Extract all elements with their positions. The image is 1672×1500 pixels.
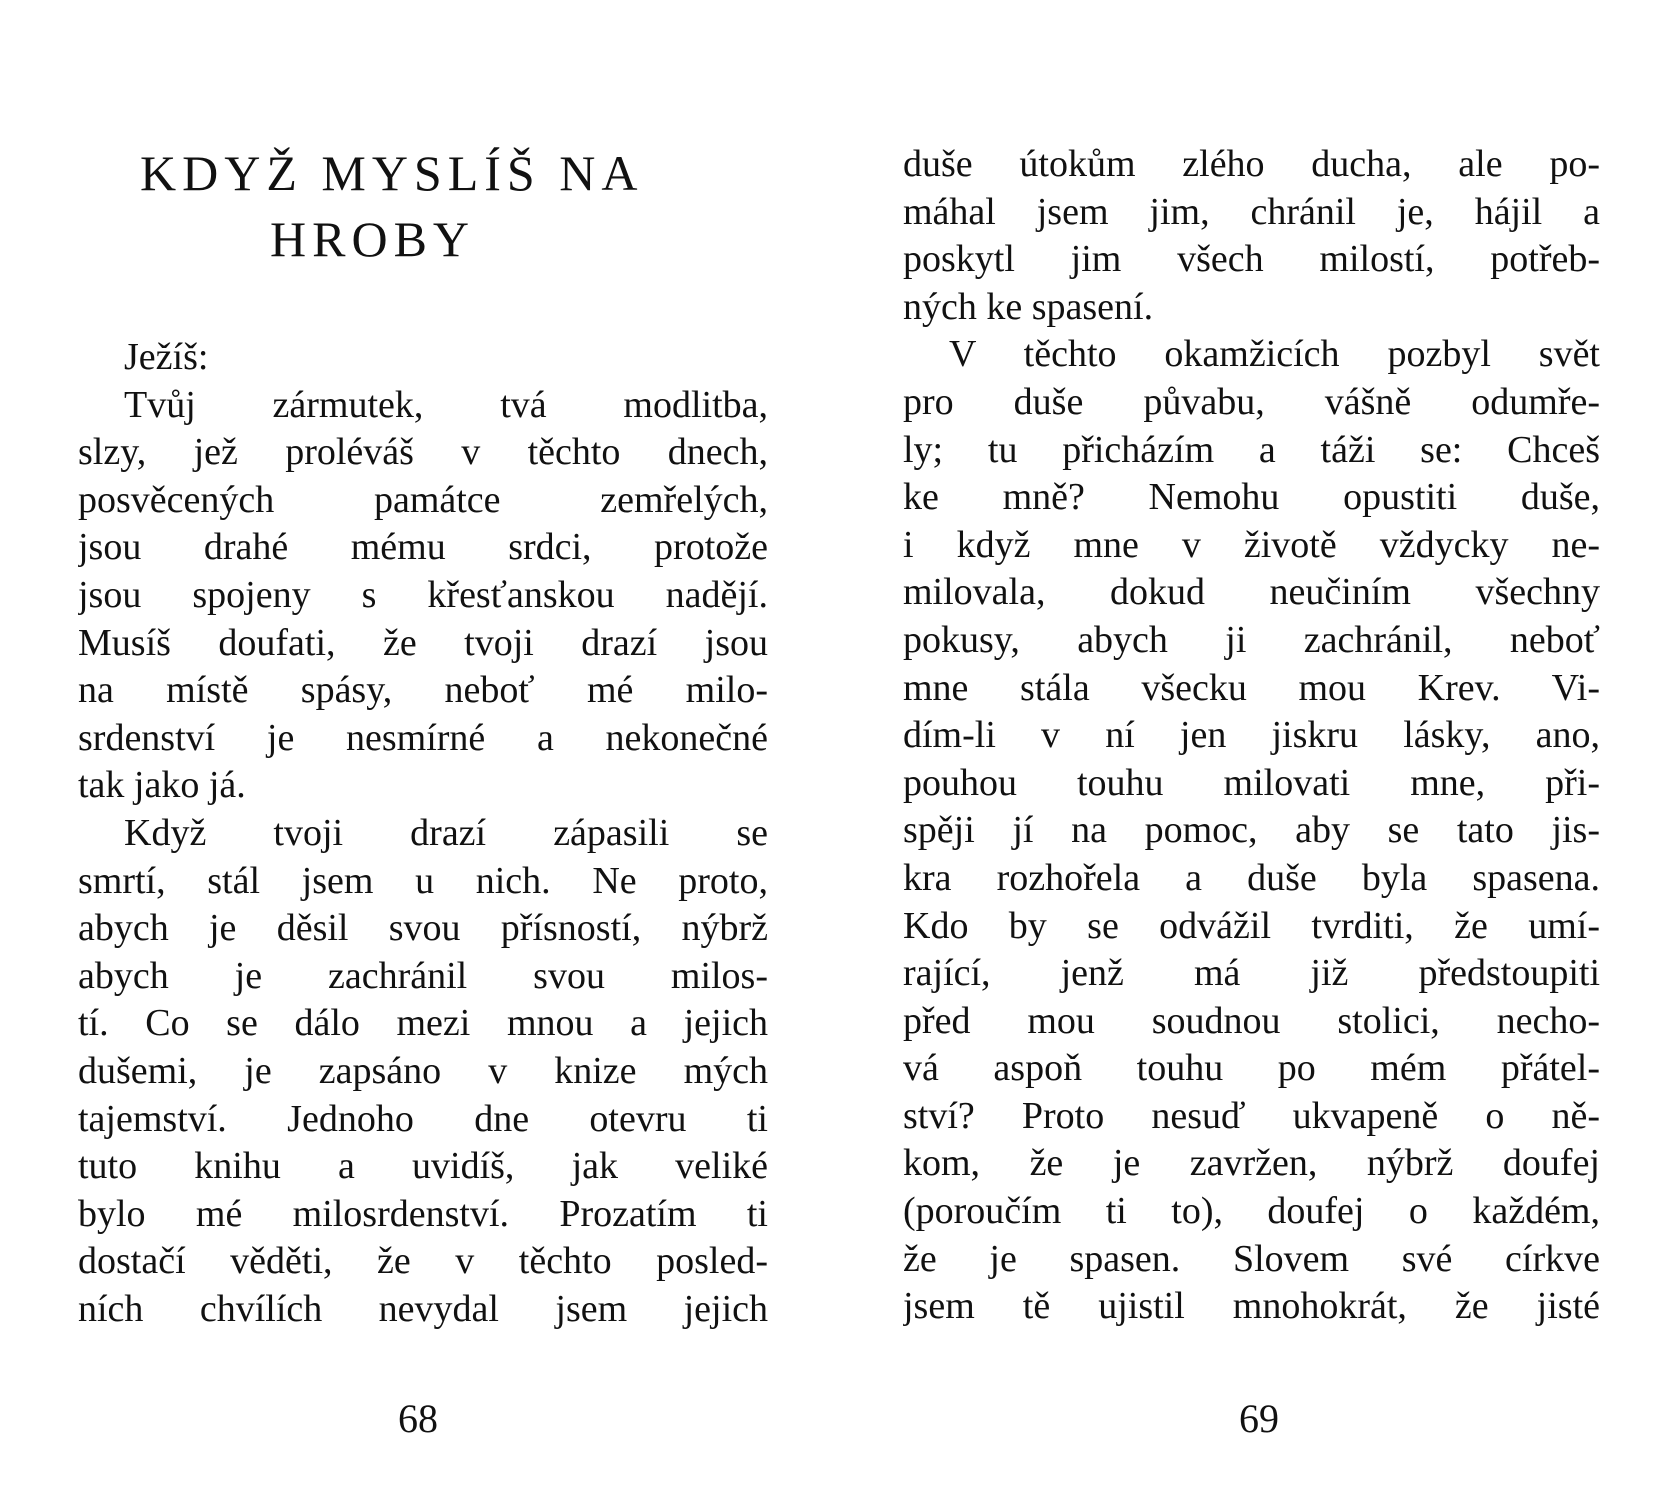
text-line: abych je děsil svou přísností, nýbrž	[78, 907, 768, 950]
text-line: milovala, dokud neučiním všechny	[903, 571, 1600, 614]
title-line: KDYŽ MYSLÍŠ NA	[140, 145, 644, 201]
right-page	[836, 0, 1672, 1500]
text-line: spěji jí na pomoc, aby se tato jis-	[903, 809, 1600, 852]
page-number: 68	[398, 1396, 438, 1441]
text-line: pokusy, abych ji zachránil, neboť	[903, 618, 1600, 661]
text-line: abych je zachránil svou milos-	[78, 954, 768, 997]
text-line: i když mne v životě vždycky ne-	[903, 523, 1600, 566]
text-line: dostačí věděti, že v těchto posled-	[78, 1240, 768, 1283]
speaker-label: Ježíš:	[124, 336, 209, 378]
text-line: kom, že je zavržen, nýbrž doufej	[903, 1142, 1600, 1185]
text-line: tuto knihu a uvidíš, jak veliké	[78, 1145, 768, 1188]
left-page-body	[78, 334, 768, 1333]
text-line: mne stála všecku mou Krev. Vi-	[903, 666, 1600, 709]
text-line: Kdo by se odvážil tvrditi, že umí-	[903, 904, 1600, 947]
text-line: duše útokům zlého ducha, ale po-	[903, 143, 1600, 185]
text-line: jsou spojeny s křesťanskou nadějí.	[78, 573, 768, 616]
text-line: ních chvílích nevydal jsem jejich	[78, 1287, 768, 1330]
text-line: smrtí, stál jsem u nich. Ne proto,	[78, 859, 768, 902]
text-line: vá aspoň touhu po mém přátel-	[903, 1047, 1600, 1090]
text-line: Musíš doufati, že tvoji drazí jsou	[78, 621, 768, 664]
text-line: posvěcených památce zemřelých,	[78, 478, 768, 521]
text-line: bylo mé milosrdenství. Prozatím ti	[78, 1192, 768, 1235]
text-line: máhal jsem jim, chránil je, hájil a	[903, 190, 1600, 233]
text-line: Když tvoji drazí zápasili se	[124, 811, 768, 854]
text-line: tí. Co se dálo mezi mnou a jejich	[78, 1002, 768, 1045]
text-line: tajemství. Jednoho dne otevru ti	[78, 1097, 768, 1140]
text-line: že je spasen. Slovem své církve	[903, 1237, 1600, 1280]
text-line: slzy, jež proléváš v těchto dnech,	[78, 431, 768, 474]
text-line: ke mně? Nemohu opustiti duše,	[903, 476, 1600, 519]
text-line: před mou soudnou stolici, necho-	[903, 999, 1600, 1042]
text-line: pouhou touhu milovati mne, při-	[903, 761, 1600, 804]
text-line: ných ke spasení.	[903, 285, 1154, 328]
text-line: na místě spásy, neboť mé milo-	[78, 669, 768, 712]
right-page-body	[903, 141, 1600, 1331]
text-line: dím-li v ní jen jiskru lásky, ano,	[903, 714, 1600, 757]
text-line: kra rozhořela a duše byla spasena.	[903, 856, 1600, 899]
text-line: rající, jenž má již předstoupiti	[903, 952, 1600, 995]
title-line: HROBY	[270, 211, 476, 267]
text-line: tak jako já.	[78, 764, 246, 807]
text-line: jsem tě ujistil mnohokrát, že jisté	[903, 1285, 1600, 1328]
chapter-title	[140, 140, 740, 272]
text-line: poskytl jim všech milostí, potřeb-	[903, 238, 1600, 281]
text-line: ly; tu přicházím a táži se: Chceš	[903, 428, 1600, 471]
text-line: dušemi, je zapsáno v knize mých	[78, 1049, 768, 1092]
text-line: Tvůj zármutek, tvá modlitba,	[124, 383, 768, 426]
text-line: (poroučím ti to), doufej o každém,	[903, 1190, 1600, 1233]
text-line: ství? Proto nesuď ukvapeně o ně-	[903, 1094, 1600, 1137]
text-line: pro duše půvabu, vášně odumře-	[903, 380, 1600, 423]
page-number: 69	[1239, 1396, 1279, 1441]
text-line: V těchto okamžicích pozbyl svět	[949, 333, 1600, 376]
text-line: srdenství je nesmírné a nekonečné	[78, 716, 768, 759]
text-line: jsou drahé mému srdci, protože	[78, 526, 768, 569]
